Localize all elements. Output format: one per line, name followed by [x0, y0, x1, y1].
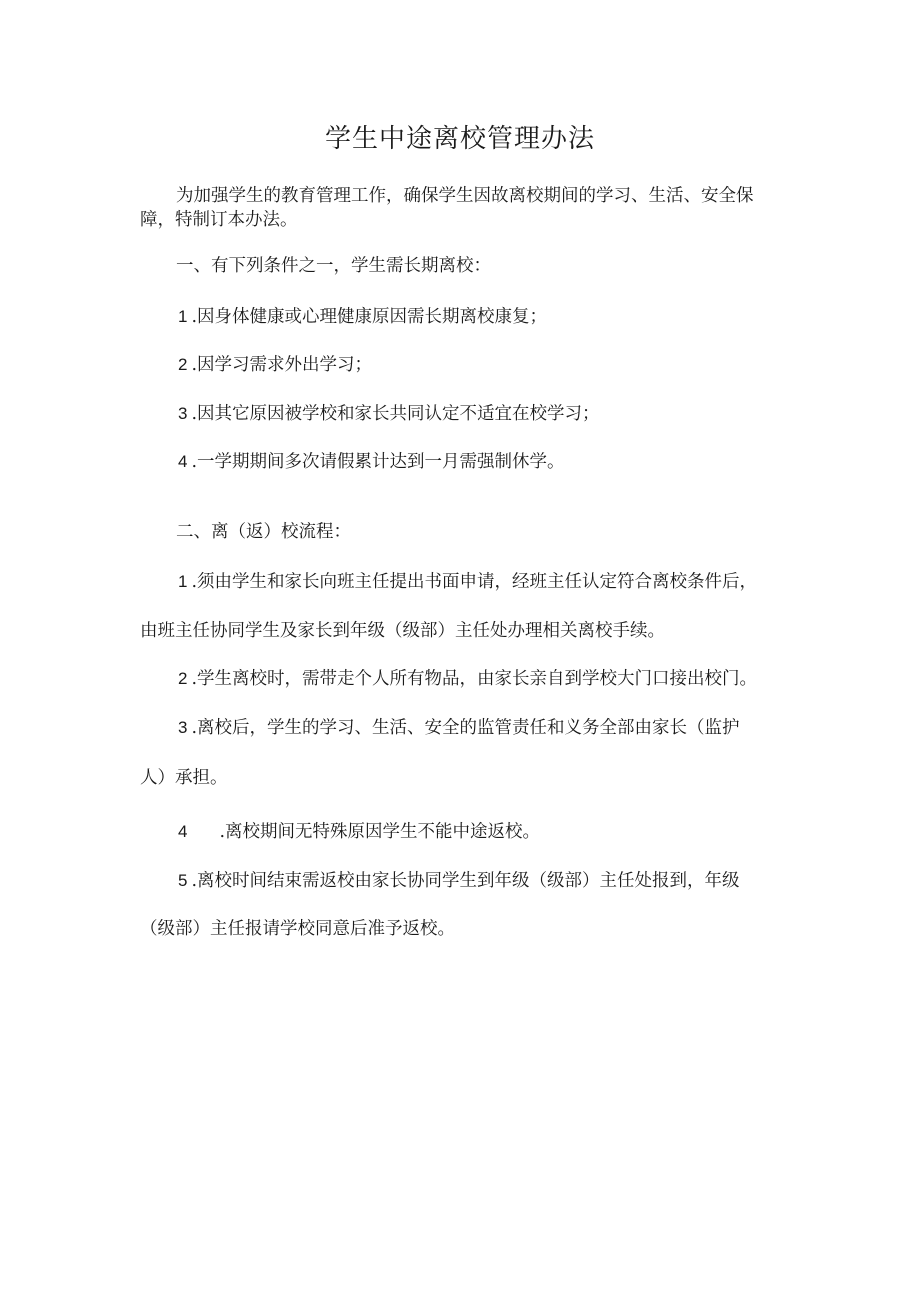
section1-heading: 一、有下列条件之一，学生需长期离校： — [176, 256, 491, 276]
section1-item-1 — [178, 305, 547, 329]
item-text: .因学习需求外出学习； — [191, 355, 373, 375]
section2-item-1-line-2: 由班主任协同学生及家长到年级（级部）主任处办理相关离校手续。 — [140, 621, 665, 641]
section1-item-4 — [178, 450, 565, 474]
item-number: 2 — [178, 355, 188, 374]
item-number: 3 — [178, 404, 188, 423]
item-number: 2 — [178, 669, 188, 688]
document-title: 学生中途离校管理办法 — [324, 124, 595, 154]
item-text: .离校期间无特殊原因学生不能中途返校。 — [219, 822, 541, 842]
section2-item-3-line-2: 人）承担。 — [140, 768, 228, 788]
item-number: 5 — [178, 871, 188, 890]
item-number: 4 — [178, 452, 188, 471]
section2-item-2 — [178, 667, 757, 691]
section1-item-3 — [178, 402, 600, 426]
item-text: .离校后，学生的学习、生活、安全的监管责任和义务全部由家长（监护 — [191, 718, 740, 738]
section2-item-3-line-1 — [178, 716, 740, 740]
item-number: 3 — [178, 718, 188, 737]
item-text: .离校时间结束需返校由家长协同学生到年级（级部）主任处报到，年级 — [191, 871, 740, 891]
item-number: 1 — [178, 307, 188, 326]
item-text: .学生离校时，需带走个人所有物品，由家长亲自到学校大门口接出校门。 — [191, 669, 758, 689]
item-number: 4 — [178, 822, 188, 841]
item-number: 1 — [178, 572, 188, 591]
item-text: .因身体健康或心理健康原因需长期离校康复； — [191, 307, 548, 327]
section2-item-5-line-1 — [178, 869, 740, 893]
section2-item-4 — [178, 820, 540, 844]
section2-item-1-line-1 — [178, 570, 757, 594]
section2-heading: 二、离（返）校流程： — [176, 522, 351, 542]
item-text: .一学期期间多次请假累计达到一月需强制休学。 — [191, 452, 565, 472]
intro-line-2: 障，特制订本办法。 — [140, 210, 298, 230]
intro-line-1: 为加强学生的教育管理工作，确保学生因故离校期间的学习、生活、安全保 — [176, 186, 754, 206]
item-text: .因其它原因被学校和家长共同认定不适宜在校学习； — [191, 404, 600, 424]
section2-item-5-line-2: （级部）主任报请学校同意后准予返校。 — [140, 919, 455, 939]
item-text: .须由学生和家长向班主任提出书面申请，经班主任认定符合离校条件后， — [191, 572, 758, 592]
section1-item-2 — [178, 353, 372, 377]
